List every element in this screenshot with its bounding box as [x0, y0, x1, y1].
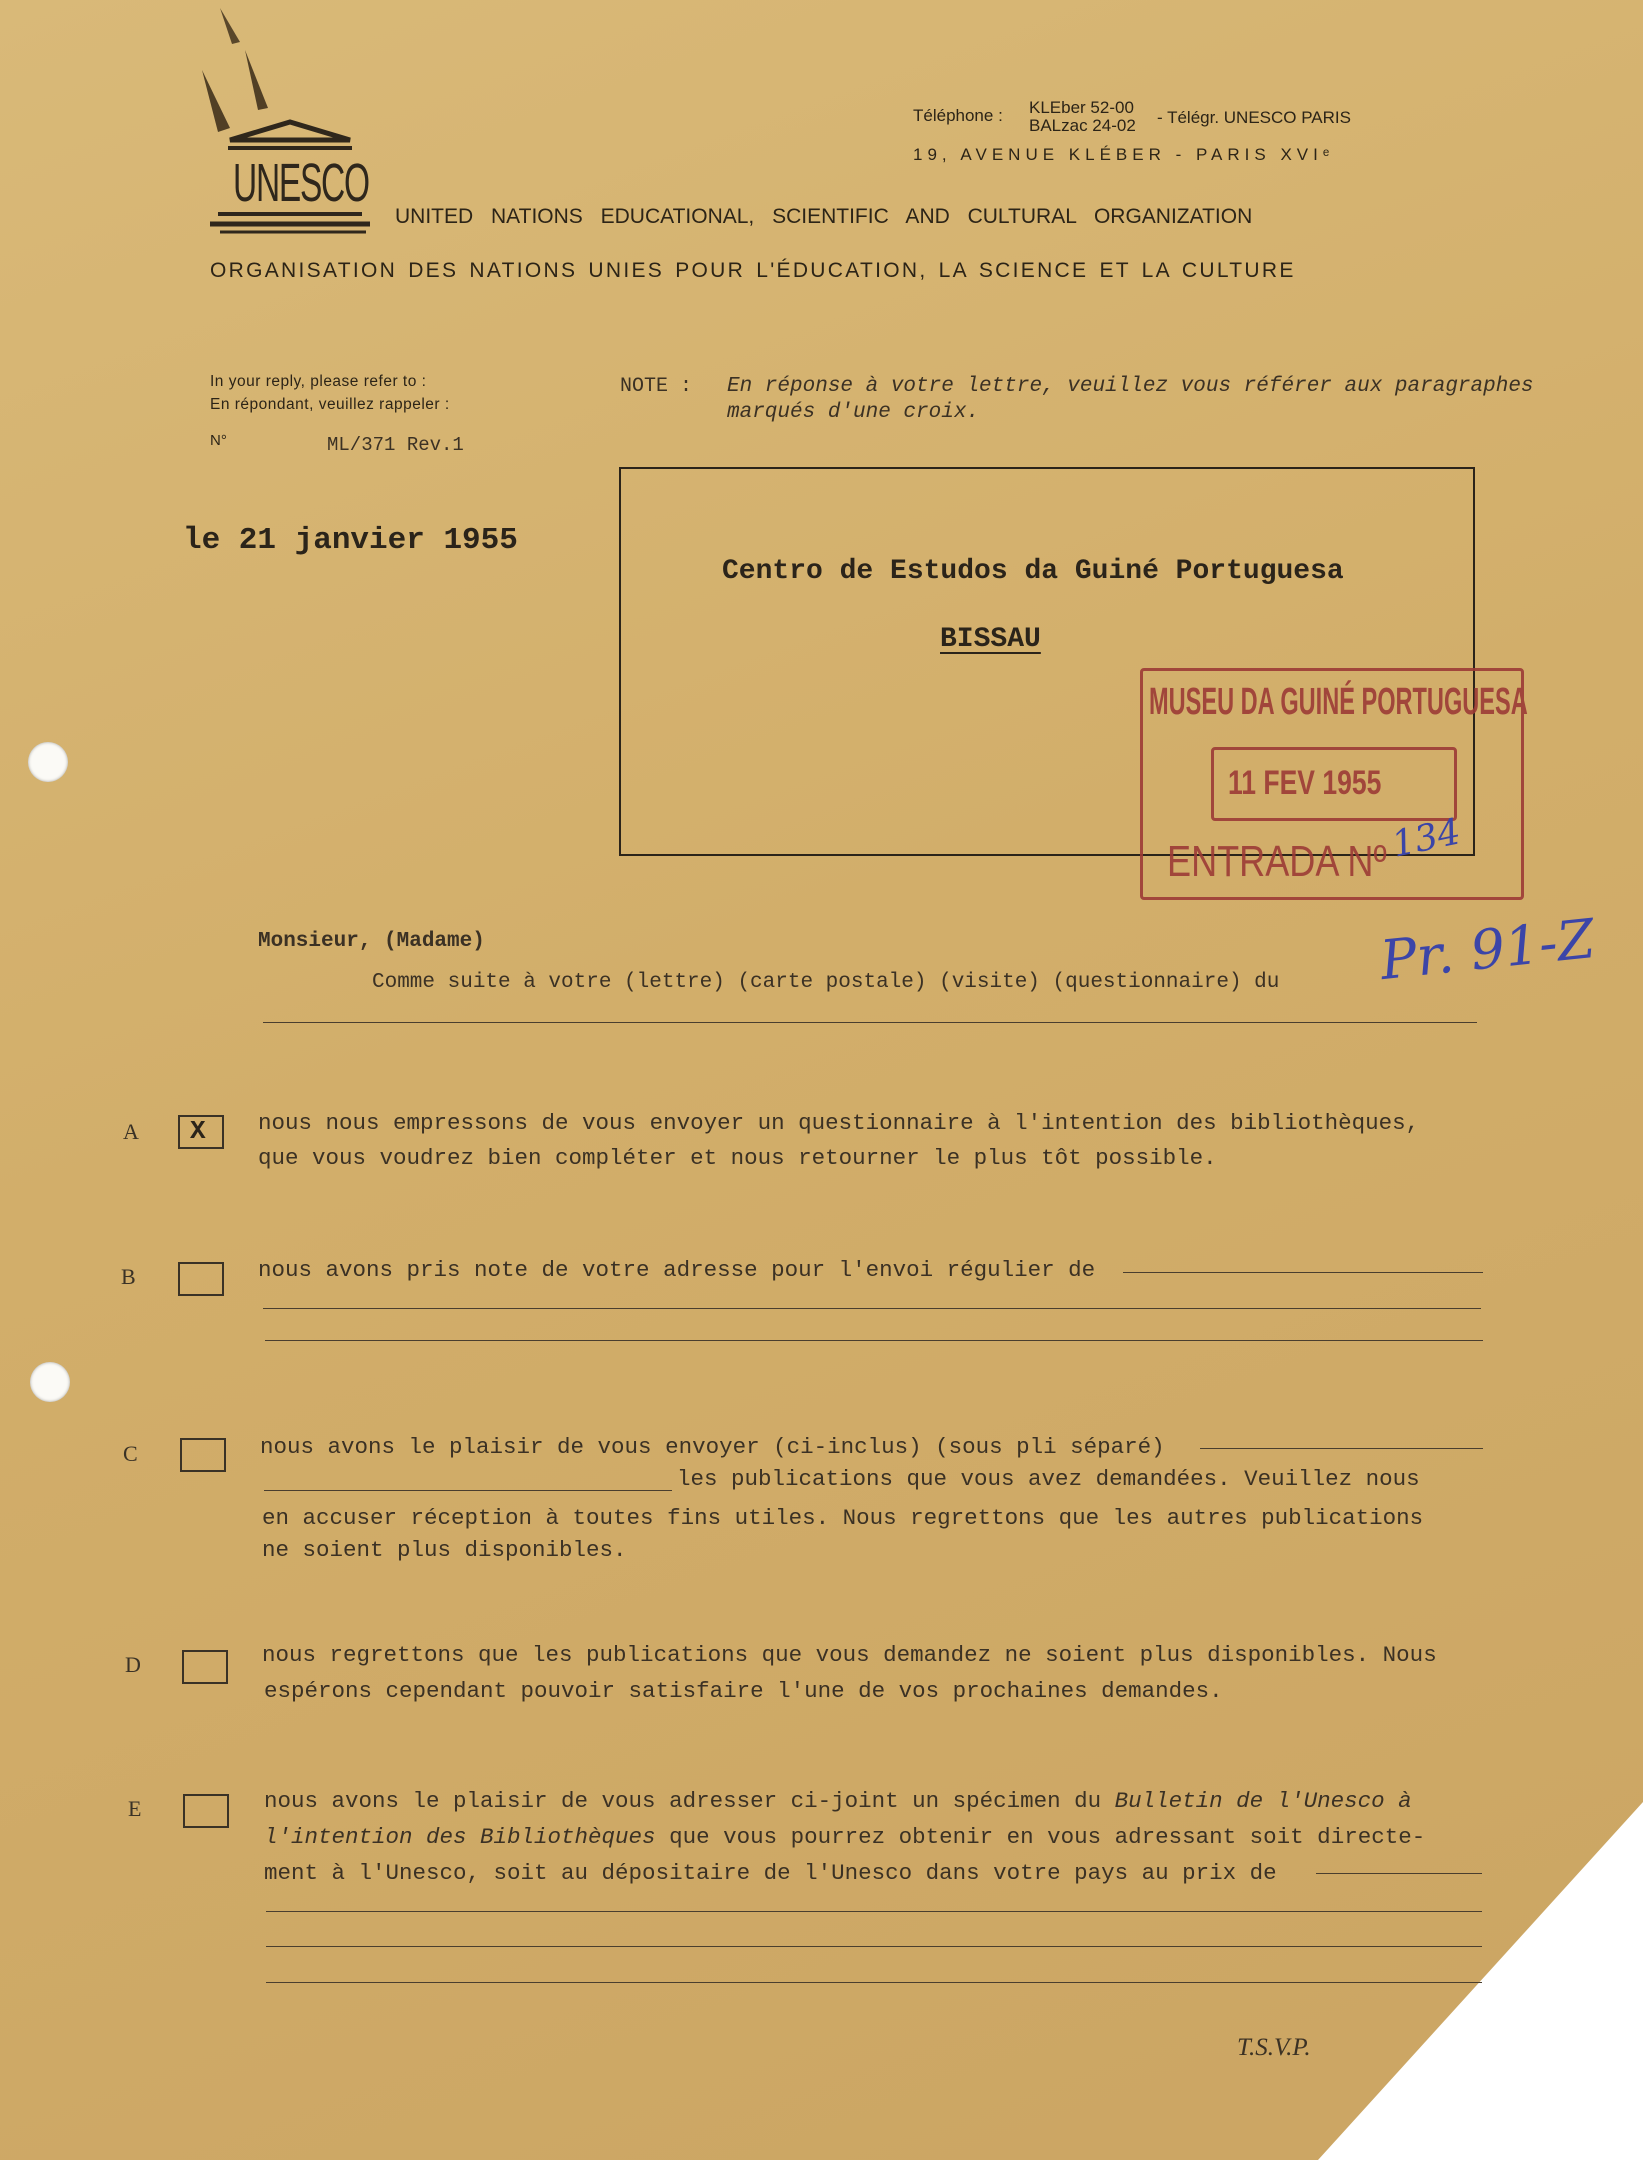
item-e-bulletin-title-part-1: Bulletin de l'Unesco à	[1114, 1788, 1412, 1814]
item-c-text-line-4: ne soient plus disponibles.	[262, 1537, 627, 1563]
reference-instruction-fr: En répondant, veuillez rappeler :	[210, 396, 450, 413]
item-c-letter: C	[123, 1441, 138, 1466]
org-name-french: ORGANISATION DES NATIONS UNIES POUR L'ÉDUCATION, LA SCIENCE ET LA CULTURE	[210, 259, 1296, 282]
note-label: NOTE :	[620, 375, 693, 398]
punch-hole-bottom	[30, 1362, 70, 1402]
item-d-letter: D	[125, 1652, 141, 1677]
item-e-text-line-1-plain: nous avons le plaisir de vous adresser ci-joint un spécimen du	[264, 1788, 1115, 1814]
telephone-label: Téléphone :	[913, 106, 1003, 125]
item-e-text-line-2-plain: que vous pourrez obtenir en vous adressant soit directe-	[655, 1824, 1426, 1850]
item-b-fill-rule-2	[263, 1308, 1481, 1309]
item-e-fill-rule-2	[266, 1911, 1482, 1912]
reference-number-label: N°	[210, 432, 227, 449]
item-a-letter: A	[123, 1119, 139, 1144]
stamp-museum-name: MUSEU DA GUINÉ PORTUGUESA	[1149, 681, 1528, 723]
item-e-fill-rule-4	[266, 1982, 1482, 1983]
item-c-text-line-1: nous avons le plaisir de vous envoyer (ci-inclus) (sous pli séparé)	[260, 1434, 1165, 1460]
intro-line: Comme suite à votre (lettre) (carte postale) (visite) (questionnaire) du	[372, 971, 1280, 994]
street-address: 19, AVENUE KLÉBER - PARIS XVIᵉ	[913, 145, 1335, 164]
salutation: Monsieur, (Madame)	[258, 930, 485, 953]
item-a-checkmark: X	[190, 1116, 206, 1146]
item-d-checkbox[interactable]	[182, 1650, 228, 1684]
item-b-fill-rule-1	[1123, 1272, 1483, 1273]
item-b-fill-rule-3	[265, 1340, 1483, 1341]
handwritten-entry-number: 134	[1388, 811, 1465, 866]
item-b-letter: B	[121, 1264, 136, 1289]
intro-rule	[263, 1022, 1477, 1023]
telephone-number-2: BALzac 24-02	[1029, 116, 1136, 135]
telegram-address: - Télégr. UNESCO PARIS	[1157, 108, 1351, 127]
item-c-checkbox[interactable]	[180, 1438, 226, 1472]
item-e-letter: E	[128, 1796, 142, 1821]
handwritten-note: Pr. 91-Z	[1377, 906, 1598, 993]
item-e-fill-rule-1	[1316, 1873, 1482, 1874]
item-a-text-line-1: nous nous empressons de vous envoyer un questionnaire à l'intention des bibliothèques,	[258, 1110, 1420, 1136]
museum-entry-stamp	[1140, 668, 1528, 900]
item-e-text-line-3: ment à l'Unesco, soit au dépositaire de l'Unesco dans votre pays au prix de	[264, 1860, 1277, 1886]
stamp-entry-label: ENTRADA Nº	[1167, 837, 1387, 886]
note-text-line-2: marqués d'une croix.	[727, 401, 980, 424]
recipient-name: Centro de Estudos da Guiné Portuguesa	[722, 556, 1344, 587]
item-e-text-line-2	[264, 1820, 1425, 1854]
item-e-checkbox[interactable]	[183, 1794, 229, 1828]
item-c-fill-rule-2	[264, 1490, 672, 1491]
item-c-fill-rule-1	[1200, 1448, 1483, 1449]
item-d-text-line-1: nous regrettons que les publications que vous demandez ne soient plus disponibles. Nous	[262, 1642, 1437, 1668]
note-text-line-1: En réponse à votre lettre, veuillez vous référer aux paragraphes	[727, 375, 1534, 398]
item-e-fill-rule-3	[266, 1946, 1482, 1947]
item-a-checkbox[interactable]	[178, 1115, 224, 1149]
unesco-logo-text: UNESCO	[233, 153, 369, 213]
item-e-bulletin-title-part-2: l'intention des Bibliothèques	[264, 1824, 656, 1850]
item-a-text-line-2: que vous voudrez bien compléter et nous retourner le plus tôt possible.	[258, 1145, 1217, 1171]
telephone-number-1: KLEber 52-00	[1029, 98, 1134, 117]
org-name-english: UNITED NATIONS EDUCATIONAL, SCIENTIFIC AND CULTURAL ORGANIZATION	[395, 205, 1253, 228]
item-c-text-line-2: les publications que vous avez demandées. Veuillez nous	[677, 1466, 1420, 1492]
stamp-date-box	[1211, 747, 1457, 821]
item-d-text-line-2: espérons cependant pouvoir satisfaire l'une de vos prochaines demandes.	[264, 1678, 1223, 1704]
item-b-checkbox[interactable]	[178, 1262, 224, 1296]
item-c-text-line-3: en accuser réception à toutes fins utiles. Nous regrettons que les autres publications	[262, 1505, 1424, 1531]
item-b-text: nous avons pris note de votre adresse pour l'envoi régulier de	[258, 1257, 1096, 1283]
reference-number: ML/371 Rev.1	[327, 434, 464, 456]
reference-instruction-en: In your reply, please refer to :	[210, 373, 427, 390]
item-e-text-line-1	[264, 1784, 1412, 1818]
letter-date: le 21 janvier 1955	[183, 523, 518, 558]
please-turn-over: T.S.V.P.	[1237, 2034, 1311, 2061]
punch-hole-top	[28, 742, 68, 782]
stamp-date: 11 FEV 1955	[1228, 764, 1382, 802]
recipient-city: BISSAU	[940, 624, 1041, 655]
